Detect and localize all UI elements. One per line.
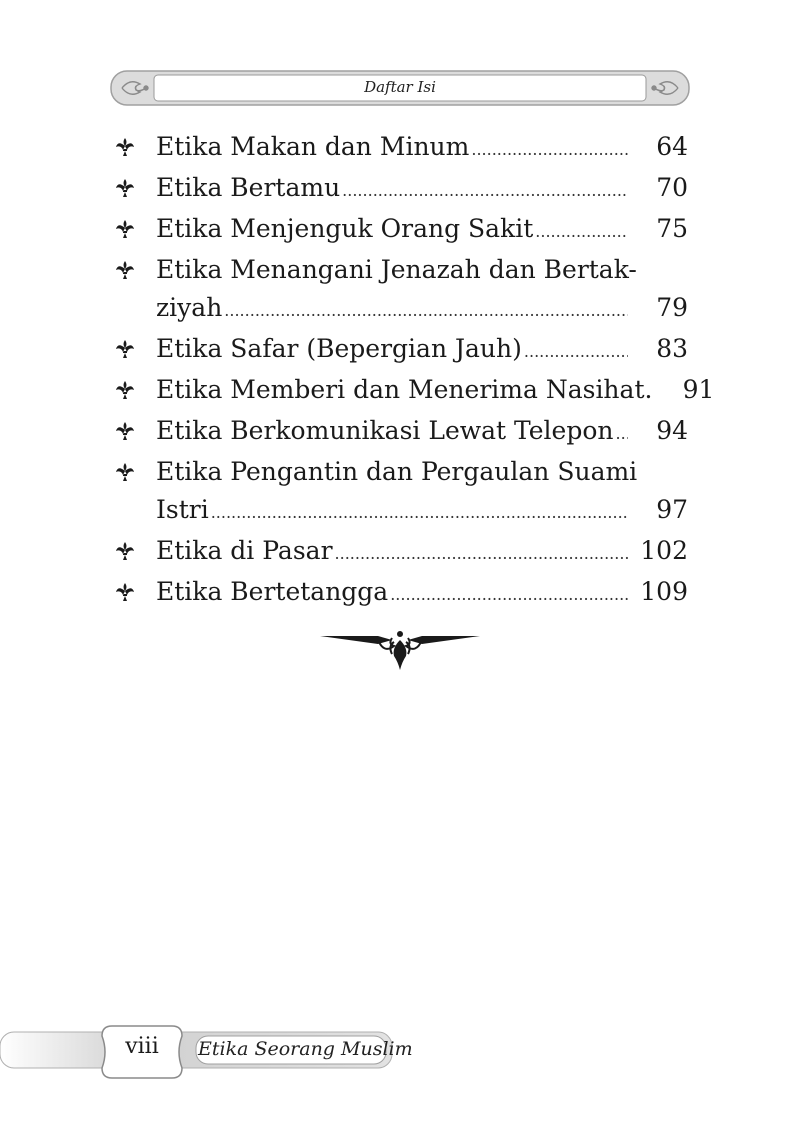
dot-leader [335,535,628,573]
toc-entry-title: Etika Bertamu [156,173,341,202]
running-header [110,69,690,107]
dot-leader [535,213,628,251]
fleur-de-lis-icon [112,412,138,450]
toc-page-number: 64 [656,132,688,161]
header-title: Daftar Isi [364,78,436,96]
toc-entry-title: Etika Makan dan Minum [156,132,470,161]
running-footer [0,1022,413,1082]
dot-leader [616,415,628,453]
toc-page-number: 102 [640,536,688,565]
toc-entry-title: Etika Pengantin dan Pergaulan Suami [156,457,638,486]
toc-entry-title: Etika Bertetangga [156,577,389,606]
fleur-de-lis-icon [112,573,138,611]
toc-entry[interactable] [112,412,688,453]
toc-entry-title: Etika di Pasar [156,536,333,565]
page-number: viii [125,1034,159,1059]
toc-page-number: 70 [656,173,688,202]
toc-page-number: 79 [656,293,688,322]
fleur-de-lis-icon [112,169,138,207]
dot-leader [224,292,628,330]
fleur-de-lis-icon [112,330,138,368]
toc-entry[interactable] [112,371,715,412]
fleur-de-lis-icon [112,128,138,166]
toc-entry[interactable] [112,532,688,573]
ornament-divider-icon [318,626,482,674]
toc-page-number: 75 [656,214,688,243]
toc-entry-title: Etika Berkomunikasi Lewat Telepon [156,416,614,445]
toc-entry[interactable] [112,573,688,614]
fleur-de-lis-icon [112,532,138,570]
toc-page-number: 109 [640,577,688,606]
fleur-de-lis-icon [112,371,138,409]
dot-leader [211,494,628,532]
toc-page-number: 94 [656,416,688,445]
toc-entry[interactable] [112,169,688,210]
toc-entry[interactable] [112,330,688,371]
dot-leader [390,576,628,614]
toc-entry-title: Istri [156,495,209,524]
fleur-de-lis-icon [112,251,138,289]
fleur-de-lis-icon [112,210,138,248]
dot-leader [524,333,628,371]
fleur-de-lis-icon [112,453,138,491]
toc-entry-title: Etika Safar (Bepergian Jauh) [156,334,522,363]
toc-page-number: 91 [682,375,715,404]
book-title: Etika Seorang Muslim [198,1038,413,1060]
dot-leader [471,131,628,169]
toc-entry[interactable] [112,453,688,532]
toc-entry[interactable] [112,128,688,169]
toc-entry[interactable] [112,210,688,251]
dot-leader [342,172,628,210]
toc-entry-title: Etika Menangani Jenazah dan Bertak- [156,255,637,284]
toc-entry-title: Etika Menjenguk Orang Sakit [156,214,534,243]
toc-entry-title: Etika Memberi dan Menerima Nasihat. [156,375,653,404]
toc-entry-title: ziyah [156,293,223,322]
table-of-contents [112,128,715,614]
toc-page-number: 97 [656,495,688,524]
toc-page-number: 83 [656,334,688,363]
toc-entry[interactable] [112,251,688,330]
